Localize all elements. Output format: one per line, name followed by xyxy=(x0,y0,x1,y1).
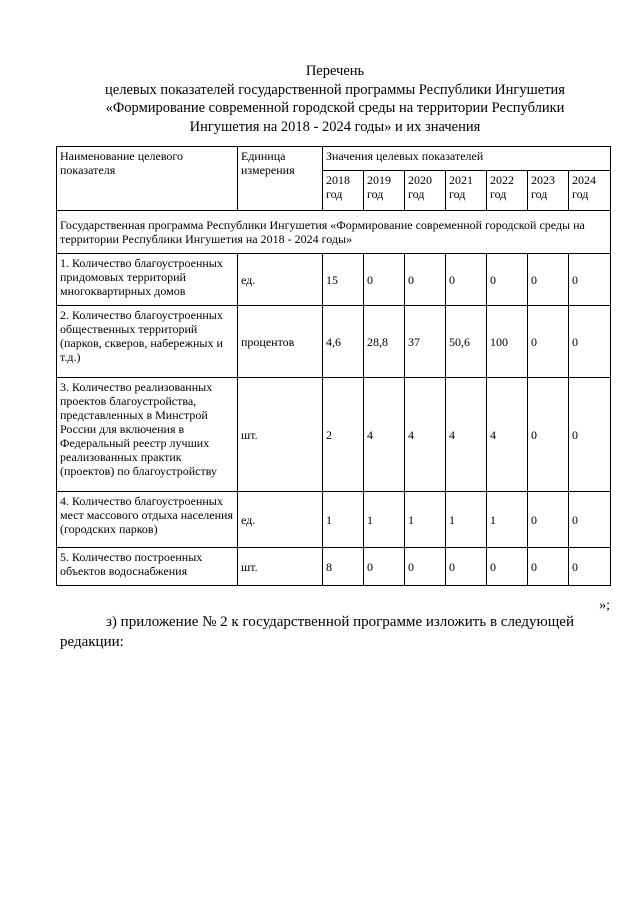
title-line-2: целевых показателей государственной программы Республики Ингушетия xyxy=(105,81,565,98)
header-unit: Единица измерения xyxy=(238,147,323,211)
row-value: 0 xyxy=(569,492,611,548)
row-value: 4 xyxy=(487,378,528,492)
row-value: 4 xyxy=(364,378,405,492)
title-line-3: «Формирование современной городской среды на территории Республики xyxy=(105,100,565,116)
table-row xyxy=(57,378,611,492)
paragraph-line-2: редакции: xyxy=(60,634,124,650)
row-value: 15 xyxy=(323,254,364,306)
row-unit: ед. xyxy=(238,492,323,548)
title-line-4: Ингушетия на 2018 - 2024 годы» и их значения xyxy=(189,118,481,135)
row-value: 4 xyxy=(405,378,446,492)
document-title xyxy=(60,62,610,136)
row-unit: ед. xyxy=(238,254,323,306)
program-row: Государственная программа Республики Ингушетия «Формирование современной городской среды на территории Республики Ингушетия на 2018 - 2024 годы» xyxy=(57,211,611,254)
header-year: 2024 год xyxy=(569,171,611,211)
row-value: 0 xyxy=(528,306,569,378)
row-value: 4 xyxy=(446,378,487,492)
row-value: 0 xyxy=(528,378,569,492)
table-row xyxy=(57,492,611,548)
row-value: 0 xyxy=(569,548,611,586)
title-line-1: Перечень xyxy=(305,63,365,79)
row-value: 1 xyxy=(487,492,528,548)
row-name: 4. Количество благоустроенных мест массового отдыха населения (городских парков) xyxy=(57,492,238,548)
row-unit: процентов xyxy=(238,306,323,378)
table-row xyxy=(57,306,611,378)
row-value: 1 xyxy=(405,492,446,548)
amendment-paragraph xyxy=(60,612,615,652)
row-value: 0 xyxy=(569,378,611,492)
header-year: 2021 год xyxy=(446,171,487,211)
row-unit: шт. xyxy=(238,378,323,492)
row-value: 100 xyxy=(487,306,528,378)
row-value: 0 xyxy=(364,254,405,306)
row-value: 0 xyxy=(364,548,405,586)
row-value: 1 xyxy=(364,492,405,548)
row-value: 0 xyxy=(487,254,528,306)
header-year: 2023 год xyxy=(528,171,569,211)
row-value: 28,8 xyxy=(364,306,405,378)
row-value: 0 xyxy=(528,254,569,306)
row-value: 1 xyxy=(323,492,364,548)
row-name: 2. Количество благоустроенных общественных территорий (парков, скверов, набережных и т.д.) xyxy=(57,306,238,378)
row-value: 0 xyxy=(446,548,487,586)
row-value: 0 xyxy=(446,254,487,306)
table-row xyxy=(57,254,611,306)
header-values: Значения целевых показателей xyxy=(323,147,611,171)
row-value: 0 xyxy=(528,492,569,548)
row-value: 2 xyxy=(323,378,364,492)
row-value: 0 xyxy=(528,548,569,586)
header-year: 2022 год xyxy=(487,171,528,211)
header-year: 2018 год xyxy=(323,171,364,211)
row-value: 4,6 xyxy=(323,306,364,378)
row-unit: шт. xyxy=(238,548,323,586)
row-value: 0 xyxy=(405,548,446,586)
row-value: 37 xyxy=(405,306,446,378)
header-name: Наименование целевого показателя xyxy=(57,147,238,211)
row-name: 5. Количество построенных объектов водоснабжения xyxy=(57,548,238,586)
closing-quote: »; xyxy=(599,598,610,613)
table-row xyxy=(57,548,611,586)
row-value: 1 xyxy=(446,492,487,548)
header-year: 2020 год xyxy=(405,171,446,211)
row-value: 8 xyxy=(323,548,364,586)
row-value: 0 xyxy=(405,254,446,306)
row-value: 0 xyxy=(569,254,611,306)
row-value: 0 xyxy=(487,548,528,586)
paragraph-line-1: з) приложение № 2 к государственной программе изложить в следующей xyxy=(106,614,574,630)
header-year: 2019 год xyxy=(364,171,405,211)
row-name: 3. Количество реализованных проектов благоустройства, представленных в Минстрой России для включения в Федеральный реестр лучших реализованных практик (проектов) по благоустройству xyxy=(57,378,238,492)
row-name: 1. Количество благоустроенных придомовых территорий многоквартирных домов xyxy=(57,254,238,306)
row-value: 50,6 xyxy=(446,306,487,378)
indicators-table xyxy=(56,146,611,586)
row-value: 0 xyxy=(569,306,611,378)
